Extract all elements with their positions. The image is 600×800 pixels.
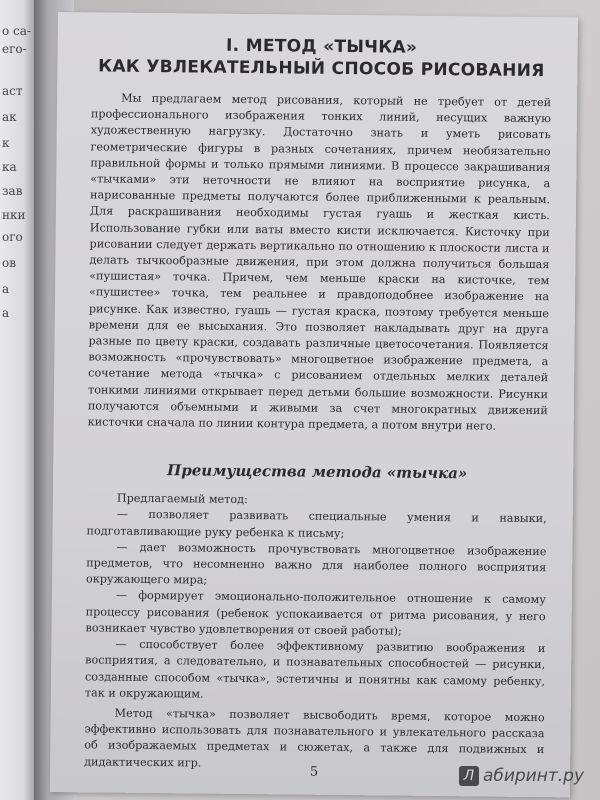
page-content bbox=[84, 34, 552, 780]
left-page-fragment: ов bbox=[2, 256, 16, 270]
labirint-logo-icon: Л bbox=[459, 766, 479, 786]
list-intro: Предлагаемый метод: bbox=[116, 491, 248, 507]
list-item: — позволяет развивать специальные умения и навыки, подготавливающие руку ребенка к письму; bbox=[86, 508, 547, 540]
left-page-fragment: нки bbox=[2, 208, 26, 222]
watermark-text: абиринт.ру bbox=[482, 766, 584, 786]
left-page-fragment: а bbox=[2, 306, 10, 320]
page-number: 5 bbox=[309, 764, 319, 780]
labirint-watermark bbox=[459, 766, 584, 786]
list-item: — дает возможность прочувствовать многоцветное изображение предметов, что несомненно важно для наиболее полного восприятия окружающего мира; bbox=[85, 540, 547, 587]
chapter-title: I. МЕТОД «ТЫЧКА» bbox=[225, 35, 418, 58]
left-page-fragment: а bbox=[2, 282, 10, 296]
intro-paragraph: Мы предлагаем метод рисования, который не требует от детей профессионального изображения тонких линий, несущих важную художественную нагрузку. Достаточно знать и уметь рисовать геометрические фигуры в разных сочетаниях, причем необязательно правильной формы и только прямыми линиями. В процессе закрашивания «тычками» эти неточности не влияют на восприятие рисунка, а нарисованные предметы получаются более приближенными к реальным. Для раскрашивания необходимы густая гуашь и жесткая кисть. Использование губки или ваты вместо кисти исключается. Кисточку при рисовании следует держать вертикально по отношению к плоскости листа и делать тычкообразные движения, при этом должна получиться большая «пушистая» точка. Причем, чем меньше краски на кисточке, тем «пушистее» точка, тем реальнее и правдоподобнее изображение на рисунке. Как известно, гуашь — густая краска, поэтому требуется меньше времени для ее высыхания. Это позволяет накладывать друг на друга разные по цвету краски, создавать различные цветосочетания. Появляется возможность «прочувствовать» многоцветное изображение предмета, а сочетание метода «тычка» с рисованием отдельных мелких деталей тонкими линиями открывает перед детьми большие возможности. Рисунки получаются объемными и живыми за счет многократных движений кисточки сначала по линии контура предмета, а потом внутри него. bbox=[87, 91, 552, 433]
left-page-fragment: к bbox=[2, 136, 10, 150]
section-heading: Преимущества метода «тычка» bbox=[166, 461, 468, 483]
left-page-fragment: его- bbox=[2, 42, 27, 56]
chapter-subtitle: КАК УВЛЕКАТЕЛЬНЫЙ СПОСОБ РИСОВАНИЯ bbox=[98, 56, 545, 82]
left-page-edge bbox=[0, 0, 34, 800]
left-page-fragment: о са- bbox=[2, 24, 31, 38]
left-page-fragment: зав bbox=[2, 184, 23, 198]
list-item: — формирует эмоционально-положительное отношение к самому процессу рисования (ребенок успокаивается от ритма рисования, у него возникает чувство удовлетворения от своей работы); bbox=[85, 589, 546, 638]
book-page bbox=[50, 12, 578, 797]
advantages-list bbox=[85, 491, 547, 706]
left-page-fragment: ка bbox=[2, 160, 17, 174]
list-item: — способствует более эффективному развитию воображения и восприятия, а следовательно, и познавательных способностей — рисунки, созданные способом «тычка», эстетичны и понятны как самому ребенку, так и окружающим. bbox=[84, 637, 546, 701]
left-page-fragment: аст bbox=[2, 84, 23, 98]
left-page-fragment: ого bbox=[2, 230, 23, 244]
closing-paragraph: Метод «тычка» позволяет высвободить время, которое можно эффективно использовать для познавательного и увлекательного рассказа об изображаемых предметах и сюжетах, а также для подвижных и дидактических игр. bbox=[84, 706, 545, 770]
left-page-fragment: ак bbox=[2, 110, 17, 124]
